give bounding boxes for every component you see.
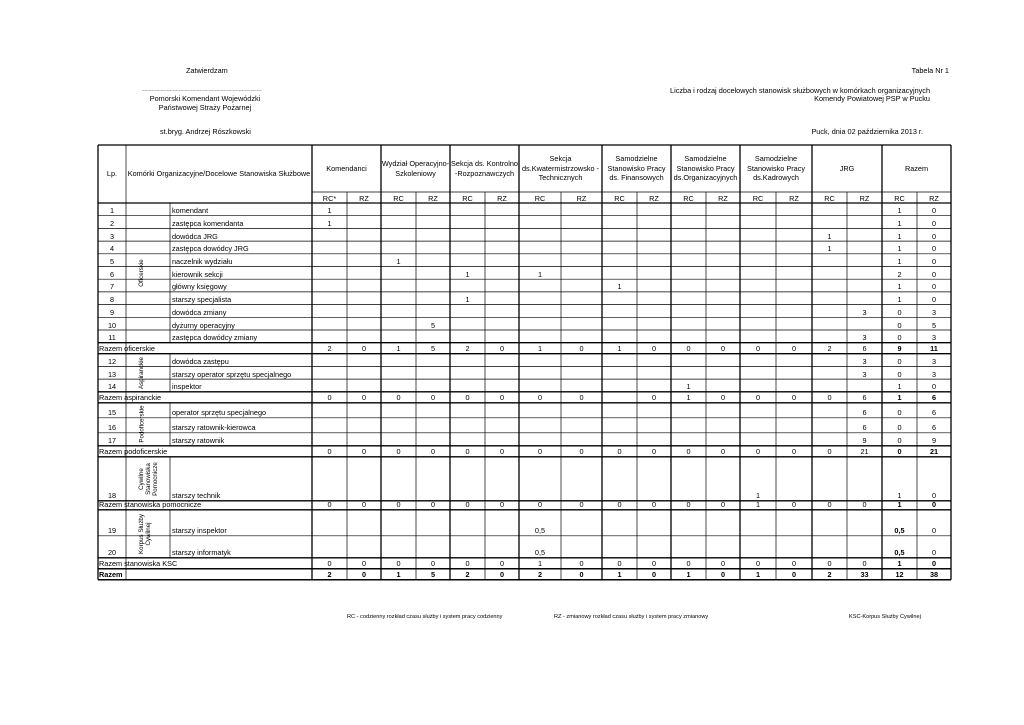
- value-cell: 3: [862, 369, 867, 379]
- value-cell: 0: [651, 344, 657, 354]
- value-cell: 0: [791, 393, 797, 403]
- position-name: komendant: [172, 206, 209, 216]
- value-cell: 2: [465, 570, 470, 580]
- value-cell: 2: [537, 570, 543, 580]
- header-sub: RC: [752, 193, 764, 203]
- position-name: starszy specjalista: [172, 295, 232, 305]
- value-cell: 0: [755, 447, 761, 457]
- header-group: Samodzielne Stanowisko Pracy ds.Organizacyjnych: [673, 154, 738, 183]
- value-cell: 1: [897, 295, 902, 305]
- position-name: naczelnik wydziału: [172, 257, 233, 266]
- position-name: operator sprzętu specjalnego: [172, 408, 267, 418]
- value-cell: 3: [931, 356, 937, 366]
- approver-line2: Państwowej Straży Pożarnej: [158, 103, 252, 112]
- value-cell: 1: [755, 570, 761, 580]
- header-sub: RC: [462, 193, 473, 203]
- header-group: Samodzielne Stanowisko Pracy ds.Kadrowych: [747, 154, 805, 183]
- title-line2: Komendy Powiatowej PSP w Pucku: [814, 94, 930, 103]
- value-cell: 2: [327, 570, 332, 580]
- value-cell: 0: [396, 393, 401, 403]
- row-number: 12: [107, 356, 117, 366]
- row-number: 6: [109, 269, 115, 279]
- value-cell: 0: [651, 447, 657, 457]
- value-cell: 0: [931, 526, 937, 536]
- value-cell: 0: [537, 447, 543, 457]
- value-cell: 1: [897, 382, 902, 392]
- value-cell: 0: [537, 500, 543, 510]
- value-cell: 0: [897, 447, 902, 457]
- value-cell: 1: [686, 570, 691, 580]
- value-cell: 1: [327, 218, 332, 228]
- approve-label: Zatwierdzam: [186, 66, 228, 75]
- value-cell: 1: [897, 282, 902, 292]
- row-number: 8: [109, 295, 115, 305]
- value-cell: 0: [931, 559, 937, 569]
- value-cell: 0,5: [894, 526, 905, 536]
- summary-label: Razem podoficerskie: [99, 447, 168, 457]
- value-cell: 0: [465, 393, 470, 403]
- value-cell: 0: [396, 447, 401, 457]
- row-number: 18: [107, 491, 117, 501]
- value-cell: 0: [862, 559, 867, 569]
- value-cell: 0: [465, 559, 470, 569]
- value-cell: 0: [499, 447, 505, 457]
- value-cell: 0: [931, 206, 937, 216]
- value-cell: 1: [897, 500, 902, 510]
- header-sub: RZ: [359, 193, 369, 203]
- value-cell: 1: [897, 393, 902, 403]
- value-cell: 0: [686, 559, 691, 569]
- value-cell: 6: [931, 393, 937, 403]
- value-cell: 1: [897, 491, 902, 501]
- row-number: 2: [109, 218, 115, 228]
- value-cell: 0: [897, 356, 902, 366]
- value-cell: 0: [897, 423, 902, 433]
- header-sub: RZ: [428, 193, 438, 203]
- header-sub: RC: [683, 193, 694, 203]
- value-cell: 2: [827, 570, 832, 580]
- position-name: dowódca zmiany: [172, 307, 227, 317]
- value-cell: 5: [430, 320, 436, 330]
- value-cell: 0: [579, 570, 584, 580]
- position-name: starszy inspektor: [172, 526, 227, 536]
- value-cell: 0: [827, 393, 832, 403]
- value-cell: 0: [361, 570, 367, 580]
- value-cell: 6: [931, 408, 937, 418]
- value-cell: 0: [327, 447, 332, 457]
- value-cell: 1: [755, 491, 761, 501]
- value-cell: 0: [465, 447, 470, 457]
- value-cell: 0: [617, 500, 622, 510]
- value-cell: 0,5: [534, 526, 546, 536]
- value-cell: 3: [862, 307, 867, 317]
- value-cell: 0: [791, 447, 797, 457]
- category-label: Oficerskie: [137, 259, 145, 287]
- position-name: dowódca zastępu: [172, 356, 229, 366]
- value-cell: 0: [617, 559, 622, 569]
- value-cell: 1: [686, 382, 691, 392]
- value-cell: 6: [862, 408, 867, 418]
- position-name: dowódca JRG: [172, 231, 218, 241]
- value-cell: 0: [327, 393, 332, 403]
- row-number: 1: [109, 206, 115, 216]
- value-cell: 3: [931, 369, 937, 379]
- value-cell: 11: [930, 344, 938, 354]
- header-sub: RZ: [497, 193, 507, 203]
- value-cell: 3: [931, 307, 937, 317]
- value-cell: 0: [499, 559, 505, 569]
- position-name: dyżurny operacyjny: [172, 320, 235, 330]
- row-number: 20: [107, 548, 117, 558]
- value-cell: 0: [827, 559, 832, 569]
- header-sub: RC: [393, 193, 404, 203]
- value-cell: 5: [430, 344, 436, 354]
- position-name: inspektor: [172, 382, 202, 392]
- header-group: Sekcja ds.Kwatermistrzowsko - Technicznych: [521, 154, 600, 183]
- value-cell: 0: [537, 393, 543, 403]
- row-number: 7: [109, 282, 115, 292]
- value-cell: 1: [537, 344, 543, 354]
- value-cell: 0: [499, 344, 505, 354]
- row-number: 11: [108, 333, 116, 343]
- value-cell: 0: [720, 393, 726, 403]
- header-sub: RC: [824, 193, 835, 203]
- header-sub: RC*: [322, 193, 337, 203]
- value-cell: 3: [862, 333, 867, 343]
- value-cell: 0: [465, 500, 470, 510]
- value-cell: 0: [499, 393, 505, 403]
- value-cell: 0: [361, 559, 367, 569]
- header-group: Komendanci: [326, 163, 367, 173]
- value-cell: 6: [862, 344, 867, 354]
- value-cell: 0: [396, 559, 401, 569]
- value-cell: 0: [897, 307, 902, 317]
- value-cell: 0: [617, 447, 622, 457]
- value-cell: 1: [537, 559, 543, 569]
- value-cell: 0: [720, 500, 726, 510]
- value-cell: 1: [686, 393, 691, 403]
- value-cell: 0: [791, 500, 797, 510]
- value-cell: 9: [931, 436, 937, 446]
- value-cell: 9: [862, 436, 867, 446]
- value-cell: 1: [617, 344, 622, 354]
- value-cell: 0: [499, 570, 505, 580]
- summary-label: Razem stanowiska KSC: [99, 559, 178, 569]
- value-cell: 0: [327, 559, 332, 569]
- value-cell: 0: [686, 447, 691, 457]
- value-cell: 0: [931, 295, 937, 305]
- position-name: starszy ratownik: [172, 436, 225, 446]
- value-cell: 0: [791, 570, 797, 580]
- value-cell: 0: [791, 344, 797, 354]
- value-cell: 38: [929, 570, 939, 580]
- value-cell: 0: [755, 393, 761, 403]
- value-cell: 0: [579, 559, 584, 569]
- value-cell: 0: [361, 500, 367, 510]
- legend-rz: RZ - zmianowy rozkład czasu służby i system pracy zmianowy: [554, 614, 709, 620]
- header-sub: RC: [894, 193, 905, 203]
- category-label: Cywilne Stanowiska Pomocnicze: [138, 461, 159, 496]
- value-cell: 2: [827, 344, 832, 354]
- header-sub: RZ: [718, 193, 728, 203]
- value-cell: 0: [686, 500, 691, 510]
- header-sub: RC: [534, 193, 546, 203]
- value-cell: 0: [862, 500, 867, 510]
- row-number: 5: [109, 257, 115, 266]
- value-cell: 0: [430, 393, 436, 403]
- category-label: Korpus Służby Cywilnej: [138, 513, 152, 554]
- value-cell: 21: [929, 447, 939, 457]
- value-cell: 1: [396, 257, 401, 266]
- value-cell: 33: [860, 570, 869, 580]
- value-cell: 0,5: [894, 548, 905, 558]
- value-cell: 0: [931, 218, 937, 228]
- signatory: st.bryg. Andrzej Rószkowski: [160, 127, 251, 136]
- value-cell: 0: [651, 393, 657, 403]
- value-cell: 0: [396, 500, 401, 510]
- header-lp: Lp.: [106, 169, 118, 179]
- value-cell: 0: [897, 436, 902, 446]
- summary-label: Razem stanowiska pomocnicze: [99, 500, 202, 510]
- value-cell: 1: [897, 231, 902, 241]
- value-cell: 1: [617, 570, 622, 580]
- row-number: 17: [107, 436, 117, 446]
- header-sub: RZ: [929, 193, 939, 203]
- row-number: 13: [107, 369, 117, 379]
- row-number: 9: [109, 307, 115, 317]
- value-cell: 0: [361, 344, 367, 354]
- header-group: Sekcja ds. Kontrolno -Rozpoznawczych: [451, 159, 518, 178]
- row-number: 16: [107, 423, 117, 433]
- value-cell: 0: [755, 559, 761, 569]
- value-cell: 5: [931, 320, 937, 330]
- value-cell: 0: [651, 500, 657, 510]
- header-group: Razem: [904, 163, 929, 173]
- value-cell: 0: [931, 231, 937, 241]
- header-units: Komórki Organizacyjne/Docelowe Stanowiska Służbowe: [127, 169, 311, 179]
- value-cell: 0: [827, 500, 832, 510]
- header-group: Samodzielne Stanowisko Pracy ds. Finansowych: [607, 154, 666, 183]
- value-cell: 1: [897, 206, 902, 216]
- value-cell: 0: [579, 344, 584, 354]
- position-name: kierownik sekcji: [172, 269, 223, 279]
- value-cell: 0: [720, 344, 726, 354]
- value-cell: 0: [579, 500, 584, 510]
- position-name: starszy operator sprzętu specjalnego: [172, 369, 292, 379]
- summary-label: Razem: [99, 570, 123, 580]
- value-cell: 1: [396, 570, 401, 580]
- value-cell: 0: [931, 282, 937, 292]
- position-name: zastępca dowódcy zmiany: [172, 333, 258, 343]
- value-cell: 0: [651, 559, 657, 569]
- row-number: 19: [107, 526, 117, 536]
- value-cell: 6: [862, 393, 867, 403]
- value-cell: 1: [537, 269, 543, 279]
- row-number: 15: [107, 408, 117, 418]
- category-label: Aspiranckie: [137, 356, 145, 389]
- value-cell: 0: [897, 320, 902, 330]
- row-number: 14: [107, 382, 117, 392]
- row-number: 3: [109, 231, 115, 241]
- value-cell: 0: [579, 393, 584, 403]
- position-name: starszy ratownik-kierowca: [172, 423, 256, 433]
- value-cell: 2: [465, 344, 470, 354]
- position-name: główny księgowy: [172, 282, 227, 292]
- approver-line1: Pomorski Komendant Wojewódzki: [149, 94, 261, 103]
- value-cell: 1: [897, 218, 902, 228]
- summary-label: Razem oficerskie: [99, 344, 155, 354]
- value-cell: 0: [720, 559, 726, 569]
- value-cell: 1: [897, 244, 902, 254]
- value-cell: 3: [931, 333, 937, 343]
- value-cell: 0: [327, 500, 332, 510]
- value-cell: 0: [931, 491, 937, 501]
- value-cell: 0: [897, 333, 902, 343]
- value-cell: 0: [579, 447, 584, 457]
- signature-dots: ……………………………………………………: [142, 87, 262, 93]
- value-cell: 6: [931, 423, 937, 433]
- value-cell: 6: [862, 423, 867, 433]
- position-name: zastępca dowódcy JRG: [172, 244, 249, 254]
- row-number: 4: [109, 244, 115, 254]
- value-cell: 0: [499, 500, 505, 510]
- value-cell: 1: [465, 295, 470, 305]
- category-label: Podoficerskie: [138, 405, 145, 443]
- header-sub: RZ: [789, 193, 799, 203]
- value-cell: 1: [897, 257, 902, 266]
- value-cell: 0: [430, 500, 436, 510]
- value-cell: 0: [931, 244, 937, 254]
- position-name: starszy informatyk: [172, 548, 231, 558]
- value-cell: 0,5: [534, 548, 546, 558]
- value-cell: 0: [897, 369, 902, 379]
- value-cell: 0: [720, 570, 726, 580]
- summary-label: Razem aspiranckie: [99, 393, 162, 403]
- value-cell: 2: [327, 344, 332, 354]
- value-cell: 0: [651, 570, 657, 580]
- place-date: Puck, dnia 02 października 2013 r.: [811, 127, 923, 136]
- value-cell: 1: [755, 500, 761, 510]
- value-cell: 1: [396, 344, 401, 354]
- value-cell: 0: [686, 344, 691, 354]
- header-group: JRG: [839, 163, 855, 173]
- header-sub: RZ: [649, 193, 659, 203]
- header-group: Wydział Operacyjno- Szkoleniowy: [381, 159, 450, 178]
- value-cell: 0: [931, 382, 937, 392]
- value-cell: 1: [827, 231, 832, 241]
- value-cell: 0: [827, 447, 832, 457]
- value-cell: 0: [720, 447, 726, 457]
- value-cell: 0: [931, 257, 937, 266]
- header-sub: RC: [614, 193, 625, 203]
- value-cell: 0: [361, 447, 367, 457]
- value-cell: 0: [931, 269, 937, 279]
- value-cell: 0: [430, 447, 436, 457]
- legend-rc: RC - codzienny rozkład czasu służby i system pracy codzienny: [347, 614, 503, 620]
- value-cell: 12: [895, 570, 904, 580]
- row-number: 10: [107, 320, 117, 330]
- value-cell: 21: [860, 447, 869, 457]
- header-sub: RZ: [859, 193, 870, 203]
- value-cell: 0: [931, 548, 937, 558]
- value-cell: 0: [791, 559, 797, 569]
- value-cell: 0: [430, 559, 436, 569]
- table-number: Tabela Nr 1: [911, 66, 949, 75]
- header-sub: RZ: [576, 193, 587, 203]
- value-cell: 0: [361, 393, 367, 403]
- value-cell: 0: [897, 408, 902, 418]
- legend-ksc: KSC-Korpus Służby Cywilnej: [849, 614, 921, 620]
- value-cell: 1: [617, 282, 622, 292]
- value-cell: 1: [465, 269, 470, 279]
- value-cell: 9: [897, 344, 902, 354]
- value-cell: 2: [897, 269, 902, 279]
- position-name: starszy technik: [172, 491, 221, 501]
- position-name: zastępca komendanta: [172, 218, 244, 228]
- value-cell: 1: [327, 206, 332, 216]
- value-cell: 1: [827, 244, 832, 254]
- value-cell: 3: [862, 356, 867, 366]
- value-cell: 0: [755, 344, 761, 354]
- value-cell: 1: [897, 559, 902, 569]
- value-cell: 5: [430, 570, 436, 580]
- title-line1: Liczba i rodzaj docelowych stanowisk służbowych w komórkach organizacyjnych: [670, 86, 930, 95]
- value-cell: 0: [931, 500, 937, 510]
